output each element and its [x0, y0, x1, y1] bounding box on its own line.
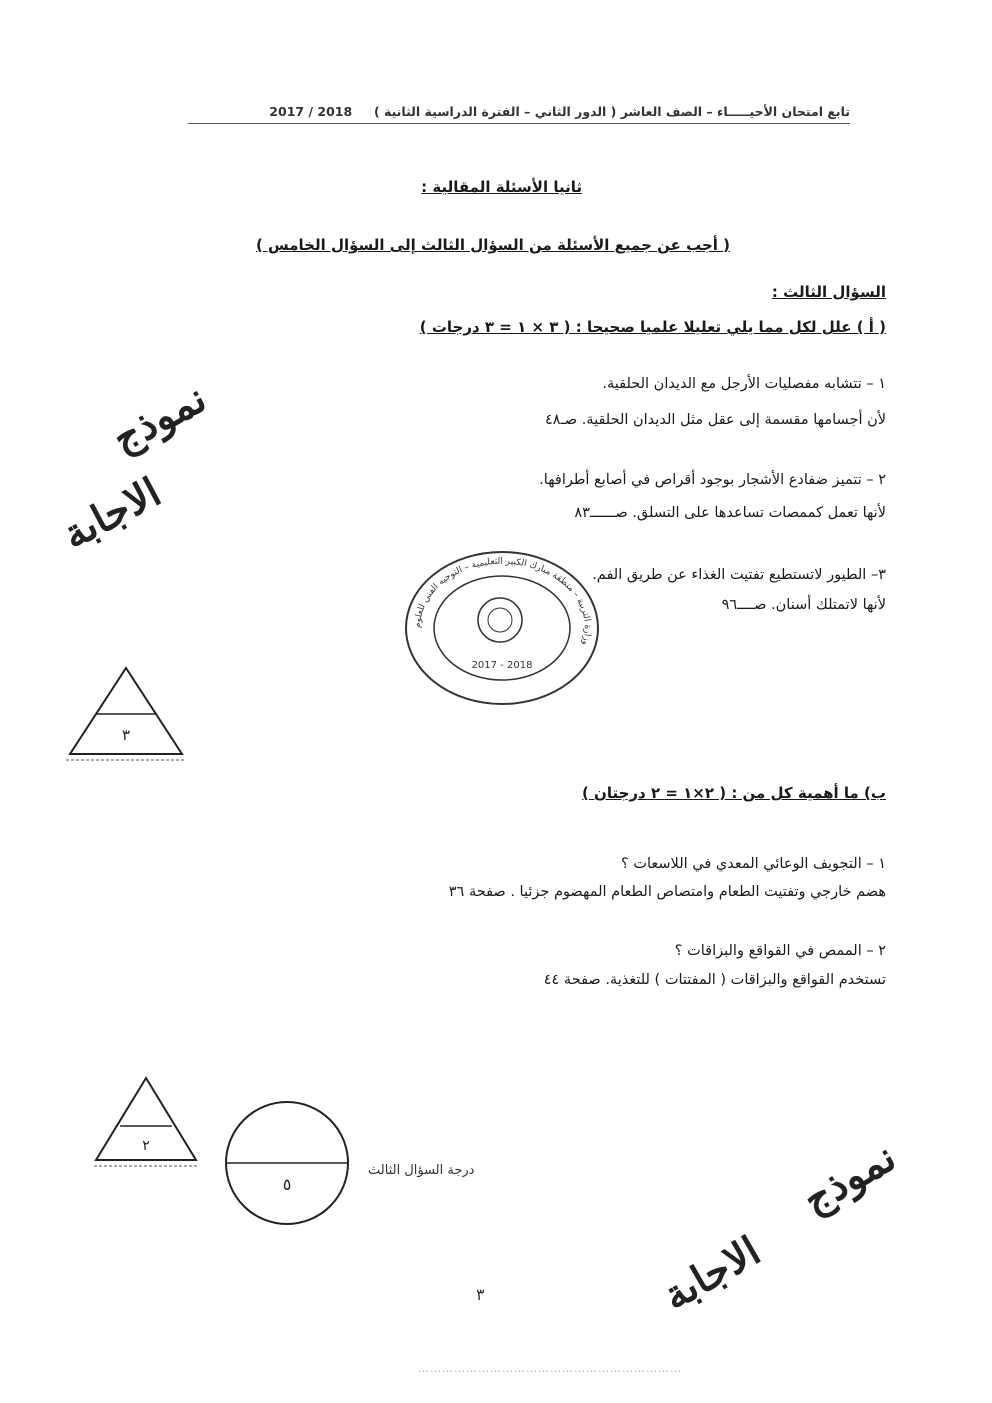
- stamp-ring-text: وزارة التربية – منطقة مبارك الكبير التعليمية – التوجيه الفني للعلوم: [412, 556, 593, 647]
- part-b-answer-2: تستخدم القواقع والبزاقات ( المفتتات ) للتغذية. صفحة ٤٤: [543, 972, 886, 988]
- part-b-question-1: ١ – التجويف الوعائي المعدي في اللاسعات ؟: [621, 856, 886, 872]
- part-a-question-2: ٢ – تتميز ضفادع الأشجار بوجود أقراص في أصابع أطرافها.: [539, 472, 886, 488]
- part-a-answer-3: لأنها لاتمتلك أسنان. صــــ٩٦: [721, 597, 886, 613]
- watermark-line-2: الاجابة: [55, 468, 169, 559]
- stamp-year: 2017 - 2018: [471, 660, 533, 671]
- section-title: ثانيا الأسئلة المقالية :: [421, 178, 582, 196]
- total-score: ٥: [282, 1175, 292, 1194]
- page-footer: …………………………………………………………: [418, 1362, 682, 1375]
- watermark-line-1: نموذج: [104, 374, 214, 463]
- header-text: تابع امتحان الأحيـــــاء – الصف العاشر ( الدور الثاني – الفترة الدراسية الثانية ): [373, 104, 850, 119]
- part-a-answer-2: لأنها تعمل كممصات تساعدها على التسلق. صــــــ٨٣: [574, 505, 886, 521]
- part-b-heading: ب) ما أهمية كل من : ( ٢×١ = ٢ درجتان ): [581, 784, 886, 802]
- total-score-circle: [222, 1098, 352, 1228]
- part-b-question-2: ٢ – الممص في القواقع والبزاقات ؟: [674, 943, 886, 959]
- score-part-a: ٣: [121, 726, 131, 744]
- total-score-label: درجة السؤال الثالث: [368, 1163, 475, 1178]
- part-b-answer-1: هضم خارجي وتفتيت الطعام وامتصاص الطعام المهضوم جزئيا . صفحة ٣٦: [448, 884, 886, 900]
- score-part-b: ٢: [142, 1138, 150, 1154]
- exam-header: [190, 104, 850, 119]
- emblem-icon: [478, 598, 522, 642]
- instructions: ( أجب عن جميع الأسئلة من السؤال الثالث إلى السؤال الخامس ): [255, 236, 730, 254]
- header-year: 2018 / 2017: [269, 104, 353, 119]
- page-number: ٣: [476, 1285, 485, 1304]
- part-a-heading: ( أ ) علل لكل مما يلي تعليلا علميا صحيحا : ( ٣ × ١ = ٣ درجات ): [419, 318, 886, 336]
- official-stamp: [400, 548, 605, 708]
- part-a-question-3: ٣– الطيور لاتستطيع تفتيت الغذاء عن طريق الفم.: [592, 567, 886, 583]
- question-title: السؤال الثالث :: [771, 283, 886, 301]
- watermark-line-1-bottom: نموذج: [794, 1133, 904, 1224]
- watermark-line-2-bottom: الاجابة: [655, 1227, 769, 1320]
- header-divider: [188, 123, 850, 124]
- part-a-answer-1: لأن أجسامها مقسمة إلى عقل مثل الديدان الحلقية. صـ٤٨: [544, 412, 886, 428]
- score-triangle-part-a: [64, 664, 188, 764]
- score-triangle-part-b: [92, 1074, 200, 1170]
- part-a-question-1: ١ – تتشابه مفصليات الأرجل مع الديدان الحلقية.: [602, 376, 886, 392]
